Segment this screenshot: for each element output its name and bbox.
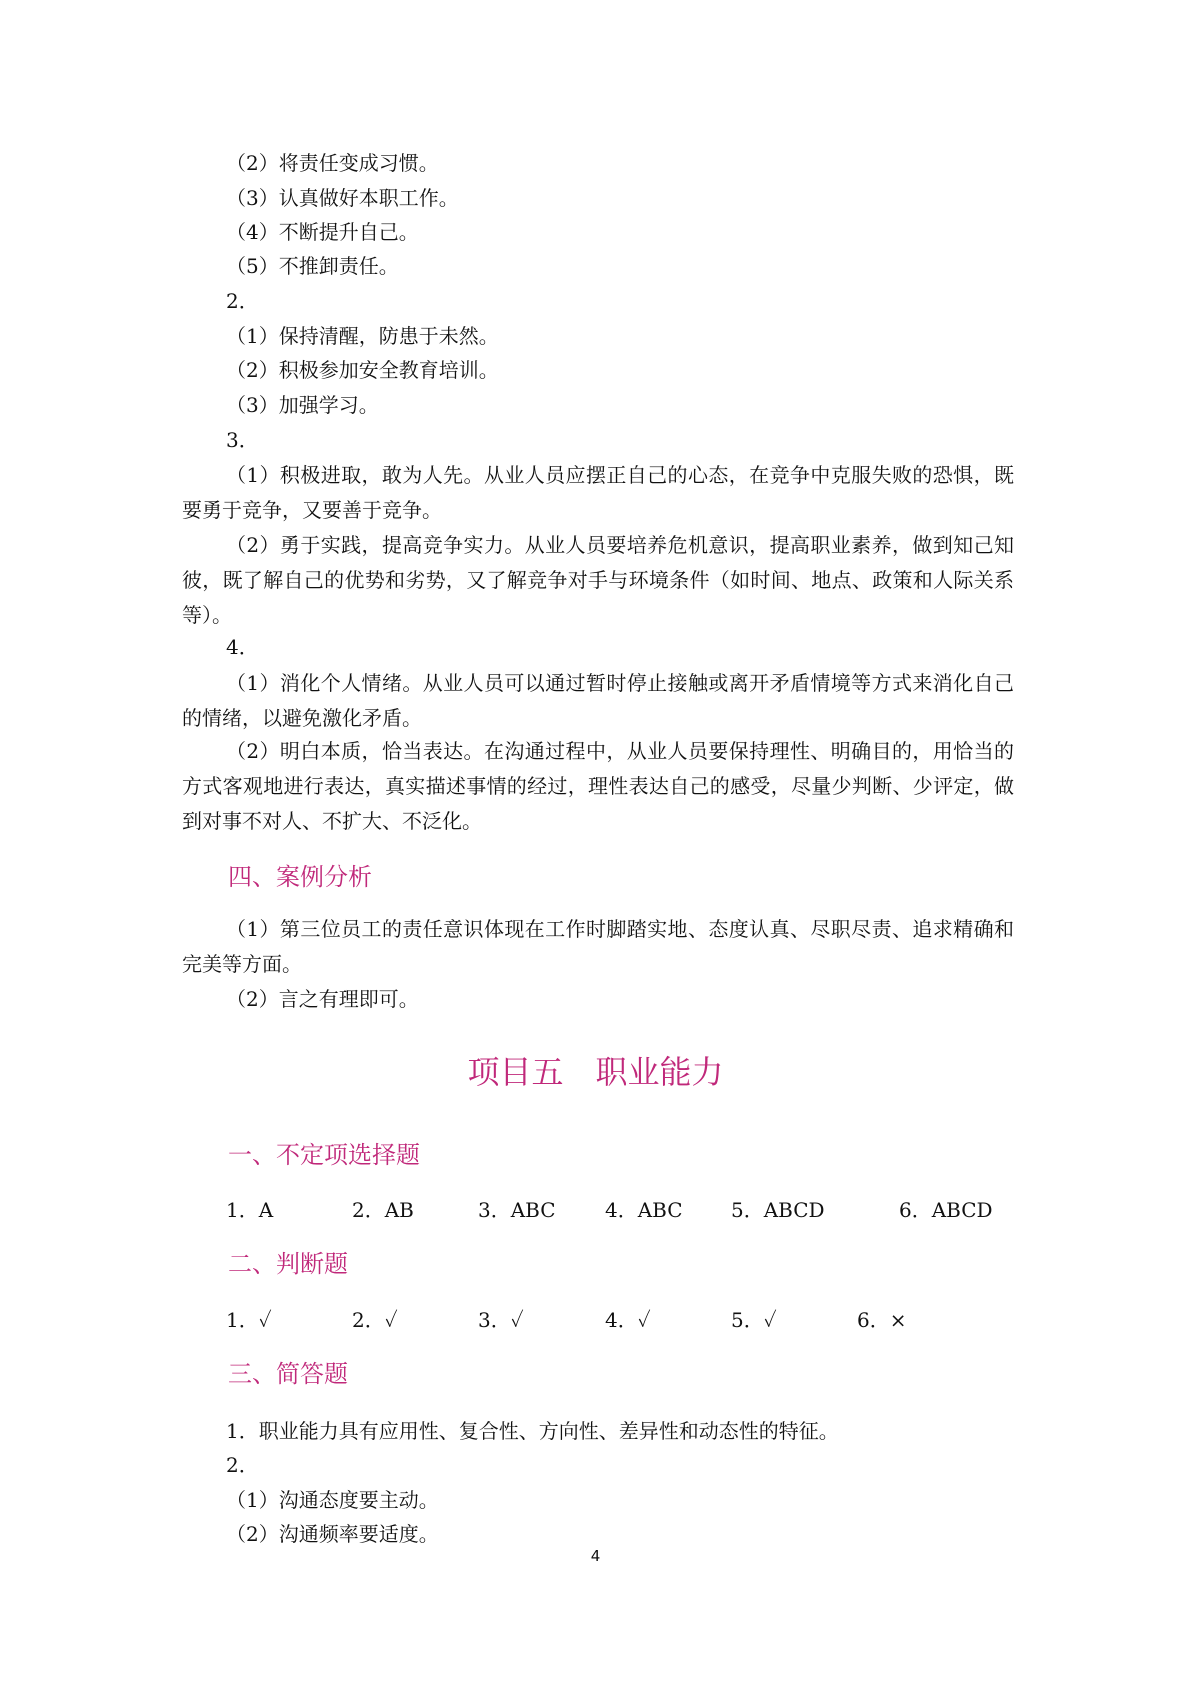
answer-line: （3）认真做好本职工作。 xyxy=(226,186,459,210)
question-number: 2． xyxy=(226,1453,259,1477)
answer-paragraph: （2）明白本质，恰当表达。在沟通过程中，从业人员要保持理性、明确目的，用恰当的方式客观地进行表达，真实描述事情的经过，理性表达自己的感受，尽量少判断、少评定，做到对事不对人、不扩大、不泛化。 xyxy=(182,739,1014,833)
choice-answer: 1．A xyxy=(226,1198,274,1222)
judge-answer: 5．✓ xyxy=(731,1308,777,1332)
judge-answer: 2．✓ xyxy=(352,1308,398,1332)
section-heading: 二、判断题 xyxy=(228,1250,348,1278)
choice-answer: 3．ABC xyxy=(478,1198,556,1222)
judge-answer: 4．✓ xyxy=(605,1308,651,1332)
answer-line: 1．职业能力具有应用性、复合性、方向性、差异性和动态性的特征。 xyxy=(226,1419,839,1443)
answer-line: （4）不断提升自己。 xyxy=(226,220,419,244)
section-heading: 三、简答题 xyxy=(228,1360,348,1388)
question-number: 2． xyxy=(226,289,259,313)
answer-paragraph: （1）第三位员工的责任意识体现在工作时脚踏实地、态度认真、尽职尽责、追求精确和完美等方面。 xyxy=(182,917,1014,976)
choice-answer: 6．ABCD xyxy=(899,1198,993,1222)
judge-answer: 6．× xyxy=(857,1308,907,1332)
answer-line: （2）沟通频率要适度。 xyxy=(226,1522,439,1546)
judge-answer: 1．✓ xyxy=(226,1308,272,1332)
section-heading: 一、不定项选择题 xyxy=(228,1141,420,1169)
judge-answer: 3．✓ xyxy=(478,1308,524,1332)
page-number: 4 xyxy=(590,1547,601,1565)
answer-line: （3）加强学习。 xyxy=(226,393,379,417)
answer-line: （1）保持清醒，防患于未然。 xyxy=(226,324,499,348)
question-number: 4． xyxy=(226,635,259,659)
question-number: 3． xyxy=(226,428,259,452)
project-title: 项目五 职业能力 xyxy=(467,1053,724,1091)
answer-paragraph: （1）积极进取，敢为人先。从业人员应摆正自己的心态，在竞争中克服失败的恐惧，既要勇于竞争，又要善于竞争。 xyxy=(182,463,1014,522)
answer-line: （2）言之有理即可。 xyxy=(226,987,419,1011)
answer-line: （5）不推卸责任。 xyxy=(226,254,399,278)
answer-line: （2）将责任变成习惯。 xyxy=(226,151,439,175)
choice-answer: 2．AB xyxy=(352,1198,414,1222)
section-heading: 四、案例分析 xyxy=(228,863,372,891)
answer-paragraph: （1）消化个人情绪。从业人员可以通过暂时停止接触或离开矛盾情境等方式来消化自己的情绪，以避免激化矛盾。 xyxy=(182,671,1014,730)
choice-answer: 5．ABCD xyxy=(731,1198,825,1222)
answer-line: （1）沟通态度要主动。 xyxy=(226,1488,439,1512)
answer-paragraph: （2）勇于实践，提高竞争实力。从业人员要培养危机意识，提高职业素养，做到知己知彼，既了解自己的优势和劣势，又了解竞争对手与环境条件（如时间、地点、政策和人际关系等）。 xyxy=(182,533,1014,627)
answer-line: （2）积极参加安全教育培训。 xyxy=(226,358,499,382)
choice-answer: 4．ABC xyxy=(605,1198,683,1222)
